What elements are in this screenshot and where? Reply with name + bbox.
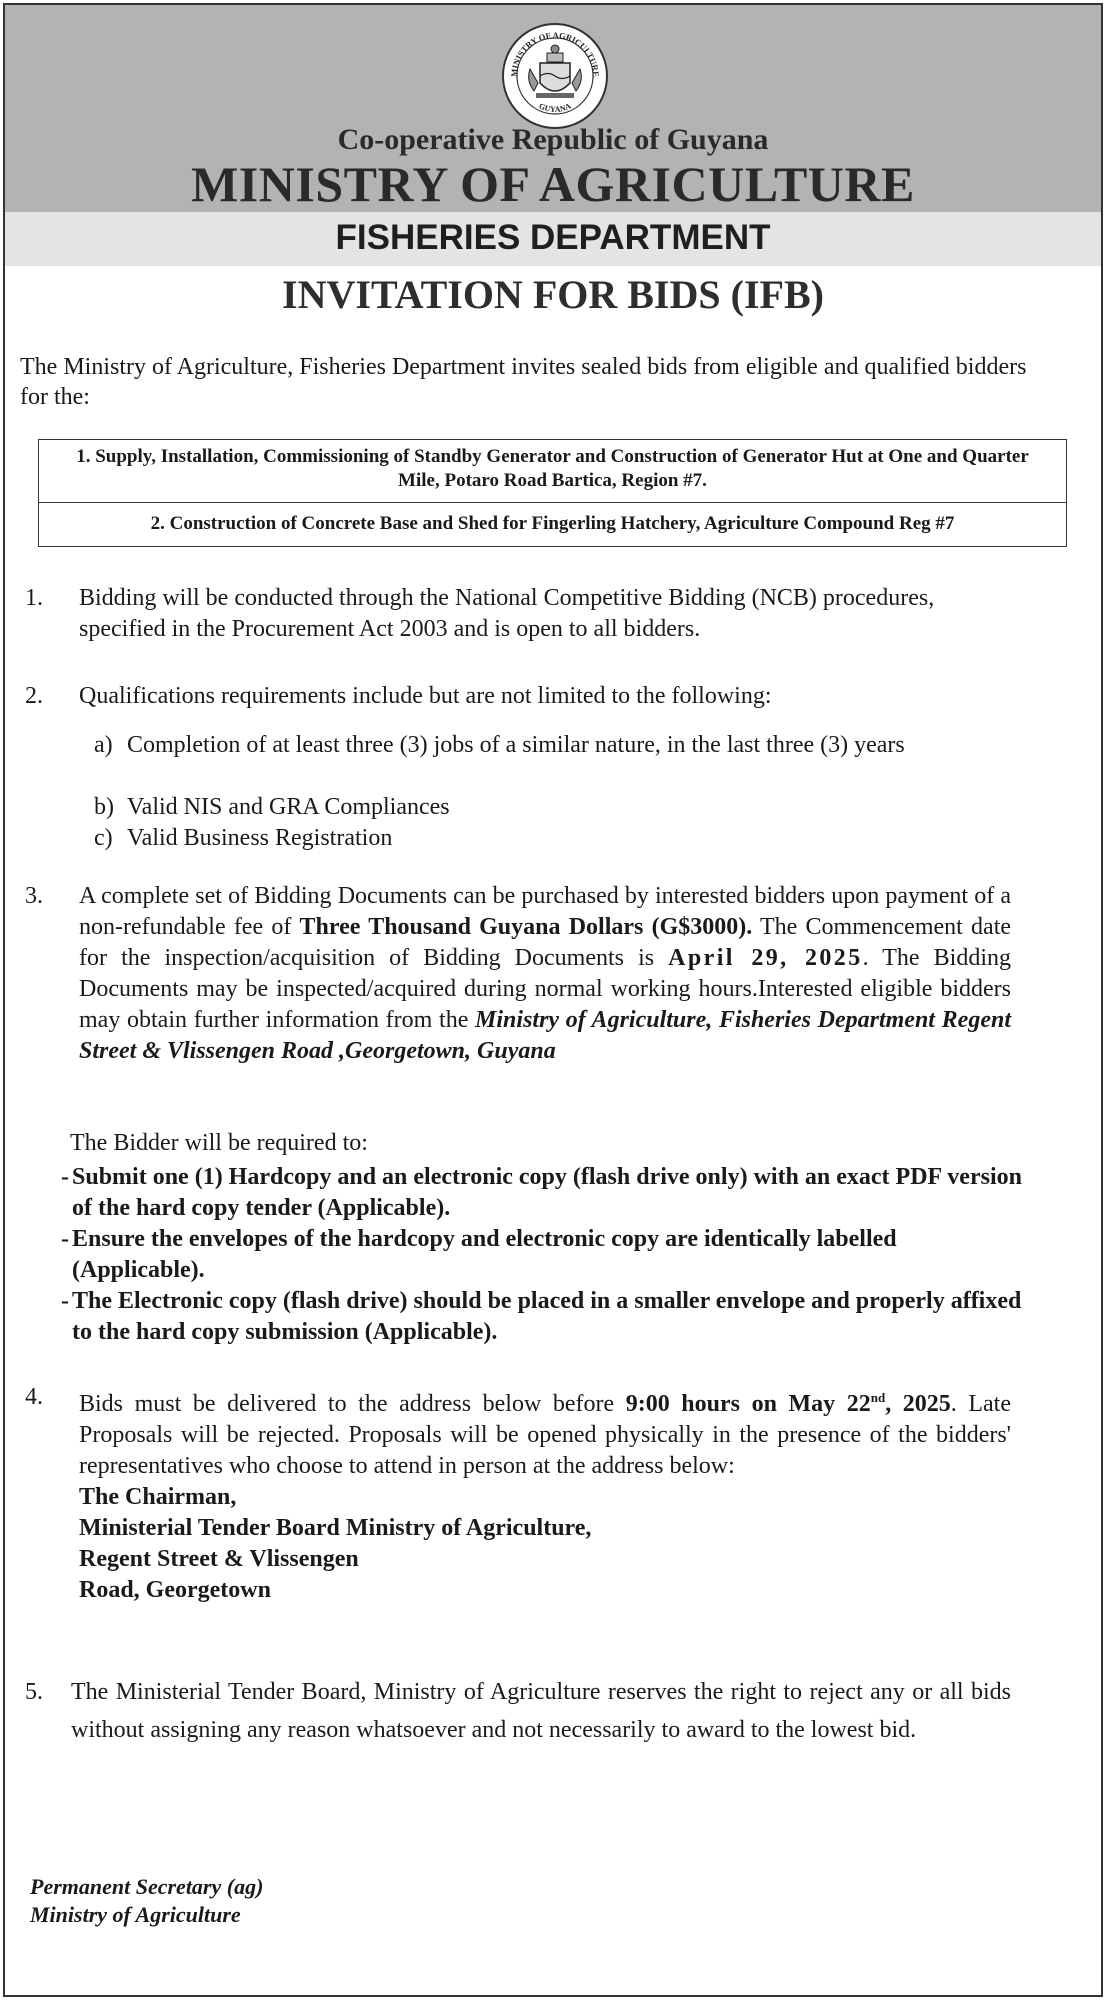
- item-label: a): [94, 732, 113, 758]
- svg-text:MINISTRY OF AGRICULTURE: MINISTRY OF AGRICULTURE: [508, 29, 602, 78]
- clause-text: The Ministerial Tender Board, Ministry of Agriculture reserves the right to reject any or all bids without assigning any reason whatsoever and not necessarily to award to the lowest bid.: [71, 1679, 1011, 1743]
- clause-text: [79, 1382, 1011, 1606]
- bidder-requirements-heading: The Bidder will be required to:: [70, 1130, 368, 1156]
- deadline-time: 9:00 hours on May 22: [625, 1391, 871, 1417]
- intro-paragraph: The Ministry of Agriculture, Fisheries Department invites sealed bids from eligible and qualified bidders for the:: [20, 354, 1027, 410]
- lot-1: 1. Supply, Installation, Commissioning of Standby Generator and Construction of Generator Hut at One and Quarter Mile, Potaro Road Bartica, Region #7.: [76, 446, 1029, 491]
- clause-text-part: A complete set of Bidding Documents can be purchased by interested bidders upon payment of a non-refundable fee of: [79, 883, 1011, 940]
- item-label: b): [94, 794, 114, 820]
- ifb-notice: MINISTRY OF AGRICULTURE GUYANA Co-operative Republic of Guyana MINISTRY OF AGRICULTURE FISHERIES DEPARTMENT INVITATION FOR BIDS (IFB) The Ministry of Agriculture, Fisheries Department invites sealed bids from eligible and qualified bidders for the: 1. Supply, Installation, Commissioning of Standby Generator and Construction of Generator Hut at One and Quarter Mile, Potaro Road Bartica, Region #7. 2. Construction of Concrete Base and Shed for Fingerling Hatchery, Agriculture Compound Reg #7 1. Bidding will be conducted through the National Competitive Bidding (NCB) procedures, specified in the Procurement Act 2003 and is open to all bidders. 2. Qualifications requirements include but are not limited to the following: a) Completion of at least three (3) jobs of a similar nature, in the last three (3) years b) Valid NIS and GRA Compliances c) Valid Business Registration 3. A complete set of Bidding Documents can be purchased by interested bidders upon payment of a non-refundable fee of Three Thousand Guyana Dollars (G$3000). The Commencement date for the inspection/acquisition of Bidding Documents is April 29, 2025. The Bidding Documents may be inspected/acquired during normal working hours.Interested eligible bidders may obtain further information from the Ministry of Agriculture, Fisheries Department Regent Street & Vlissengen Road ,Georgetown, Guyana The Bidder will be required to: - Submit one (1) Hardcopy and an electronic copy (flash drive only) with an exact PDF version of the hard copy tender (Applicable). - Ensure the envelopes of the hardcopy and electronic copy are identically labelled (Applicable). - The Electronic copy (flash drive) should be placed in a smaller envelope and properly affixed to the hard copy submission (Applicable). 4. Bids must be delivered to the address below before 9:00 hours on May 22nd, 2025. Late Proposals will be rejected. Proposals will be opened physically in the presence of the bidders' representatives who choose to attend in person at the address below: The Chairman, Ministerial Tender Board Ministry of Agriculture, Regent Street & Vlissengen Road, Georgetown 5. The Ministerial Tender Board, Ministry of Agriculture reserves the right to reject any or all bids without assigning any reason whatsoever and not necessarily to award to the lowest bid. Permanent Secretary (ag) Ministry of Agriculture: [3, 3, 1103, 1997]
- item-text: Completion of at least three (3) jobs of a similar nature, in the last three (3) years: [127, 732, 905, 758]
- address-line: Ministerial Tender Board Ministry of Agriculture,: [79, 1515, 592, 1541]
- address-line: Road, Georgetown: [79, 1577, 271, 1603]
- deadline-suffix: nd: [870, 1390, 886, 1405]
- document-fee: Three Thousand Guyana Dollars (G$3000).: [299, 914, 753, 940]
- clause-text: Qualifications requirements include but are not limited to the following:: [79, 683, 772, 709]
- ifb-title: INVITATION FOR BIDS (IFB): [282, 272, 824, 317]
- address-line: The Chairman,: [79, 1484, 237, 1510]
- item-text: Valid NIS and GRA Compliances: [127, 794, 450, 820]
- clause-number: 1.: [25, 585, 43, 611]
- republic-heading: Co-operative Republic of Guyana: [337, 123, 769, 156]
- requirement-text: Ensure the envelopes of the hardcopy and electronic copy are identically labelled (Applicable).: [72, 1226, 897, 1283]
- delivery-address: [79, 1482, 1011, 1606]
- signatory-organization: Ministry of Agriculture: [30, 1902, 241, 1927]
- item-label: c): [94, 825, 113, 851]
- ministry-crest-seal: [500, 21, 610, 131]
- address-line: Regent Street & Vlissengen: [79, 1546, 359, 1572]
- department-heading: FISHERIES DEPARTMENT: [335, 218, 771, 257]
- clause-text: [79, 881, 1011, 1067]
- lots-table: [38, 439, 1067, 547]
- lot-2: 2. Construction of Concrete Base and Shed for Fingerling Hatchery, Agriculture Compound Reg #7: [39, 502, 1066, 546]
- clause-number: 4.: [25, 1384, 43, 1410]
- clause-number: 5.: [25, 1679, 43, 1705]
- clause-text: Bidding will be conducted through the National Competitive Bidding (NCB) procedures, specified in the Procurement Act 2003 and is open to all bidders.: [79, 585, 935, 642]
- svg-text:GUYANA: GUYANA: [537, 101, 573, 115]
- clause-text-part: . The Bidding Documents may be inspected/acquired during normal working hours.Interested eligible bidders may obtain further information from the: [79, 945, 1011, 1033]
- ministry-heading: MINISTRY OF AGRICULTURE: [191, 156, 915, 212]
- clause-number: 2.: [25, 683, 43, 709]
- deadline-year: , 2025: [885, 1391, 951, 1417]
- requirement-text: Submit one (1) Hardcopy and an electronic copy (flash drive only) with an exact PDF version of the hard copy tender (Applicable).: [72, 1164, 1022, 1221]
- clause-text-part: The Commencement date for the inspection/acquisition of Bidding Documents is: [79, 914, 1012, 971]
- commencement-date: April 29, 2025: [668, 945, 863, 971]
- requirement-text: The Electronic copy (flash drive) should be placed in a smaller envelope and properly affixed to the hard copy submission (Applicable).: [72, 1288, 1022, 1345]
- signature-block: [30, 1873, 263, 1929]
- item-text: Valid Business Registration: [127, 825, 393, 851]
- clause-number: 3.: [25, 883, 43, 909]
- clause-text-part: Bids must be delivered to the address below before: [79, 1391, 626, 1417]
- signatory-title: Permanent Secretary (ag): [30, 1874, 264, 1899]
- ministry-address: Ministry of Agriculture, Fisheries Department Regent Street & Vlissengen Road ,Georgetown, Guyana: [79, 1007, 1011, 1064]
- clause-text-part: . Late Proposals will be rejected. Proposals will be opened physically in the presence of the bidders' representatives who choose to attend in person at the address below:: [79, 1391, 1011, 1479]
